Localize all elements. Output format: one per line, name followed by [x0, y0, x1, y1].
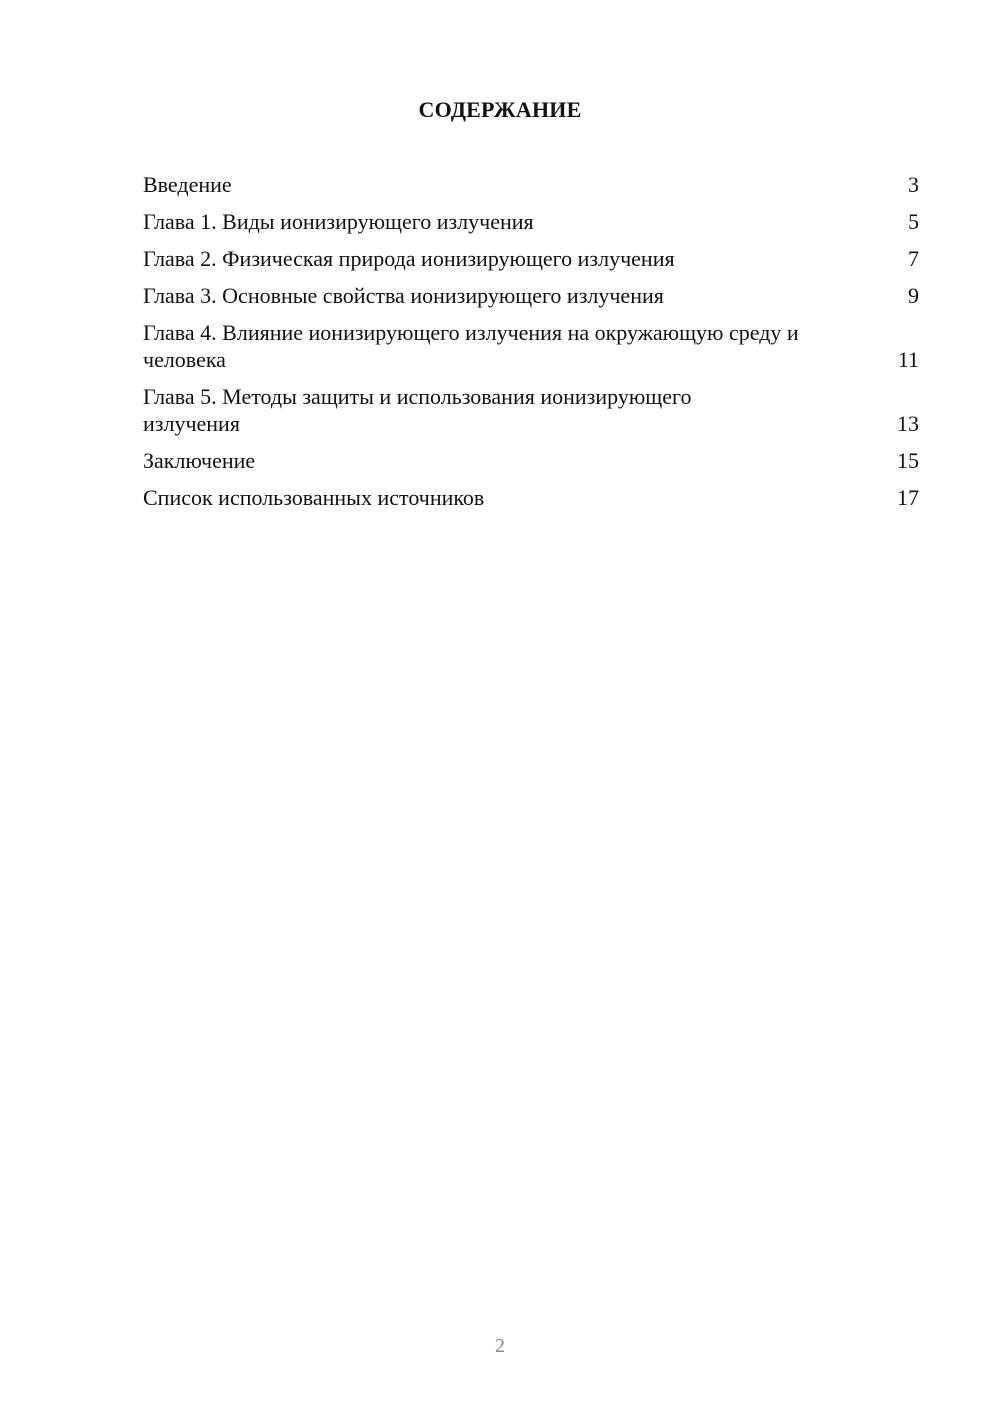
toc-entry-text: Глава 5. Методы защиты и использования ионизирующего излучения [143, 384, 692, 436]
page-number: 2 [495, 1335, 505, 1357]
toc-entry-page: 11 [897, 347, 919, 372]
toc-entry-references [143, 484, 919, 511]
toc-entry-chapter-4 [143, 319, 919, 373]
toc-entry-page: 3 [908, 172, 919, 197]
toc-list [143, 171, 919, 521]
toc-entry-page: 9 [908, 283, 919, 308]
toc-title: СОДЕРЖАНИЕ [418, 97, 582, 122]
toc-entry-text: Глава 1. Виды ионизирующего излучения [143, 209, 534, 234]
toc-entry-text: Заключение [143, 448, 256, 473]
toc-entry-chapter-5 [143, 383, 919, 437]
toc-entry-text: Глава 3. Основные свойства ионизирующего излучения [143, 283, 664, 308]
toc-entry-chapter-2 [143, 245, 919, 272]
toc-entry-text: Глава 2. Физическая природа ионизирующего излучения [143, 246, 675, 271]
toc-entry-page: 17 [897, 485, 919, 510]
toc-entry-chapter-3 [143, 282, 919, 309]
toc-entry-page: 15 [897, 448, 919, 473]
toc-entry-text: Глава 4. Влияние ионизирующего излучения на окружающую среду и человека [143, 320, 799, 372]
toc-entry-text: Введение [143, 172, 232, 197]
toc-entry-introduction [143, 171, 919, 198]
toc-entry-conclusion [143, 447, 919, 474]
toc-entry-page: 7 [908, 246, 919, 271]
toc-entry-page: 13 [897, 411, 919, 436]
toc-entry-text: Список использованных источников [143, 485, 485, 510]
toc-entry-chapter-1 [143, 208, 919, 235]
toc-entry-page: 5 [908, 209, 919, 234]
